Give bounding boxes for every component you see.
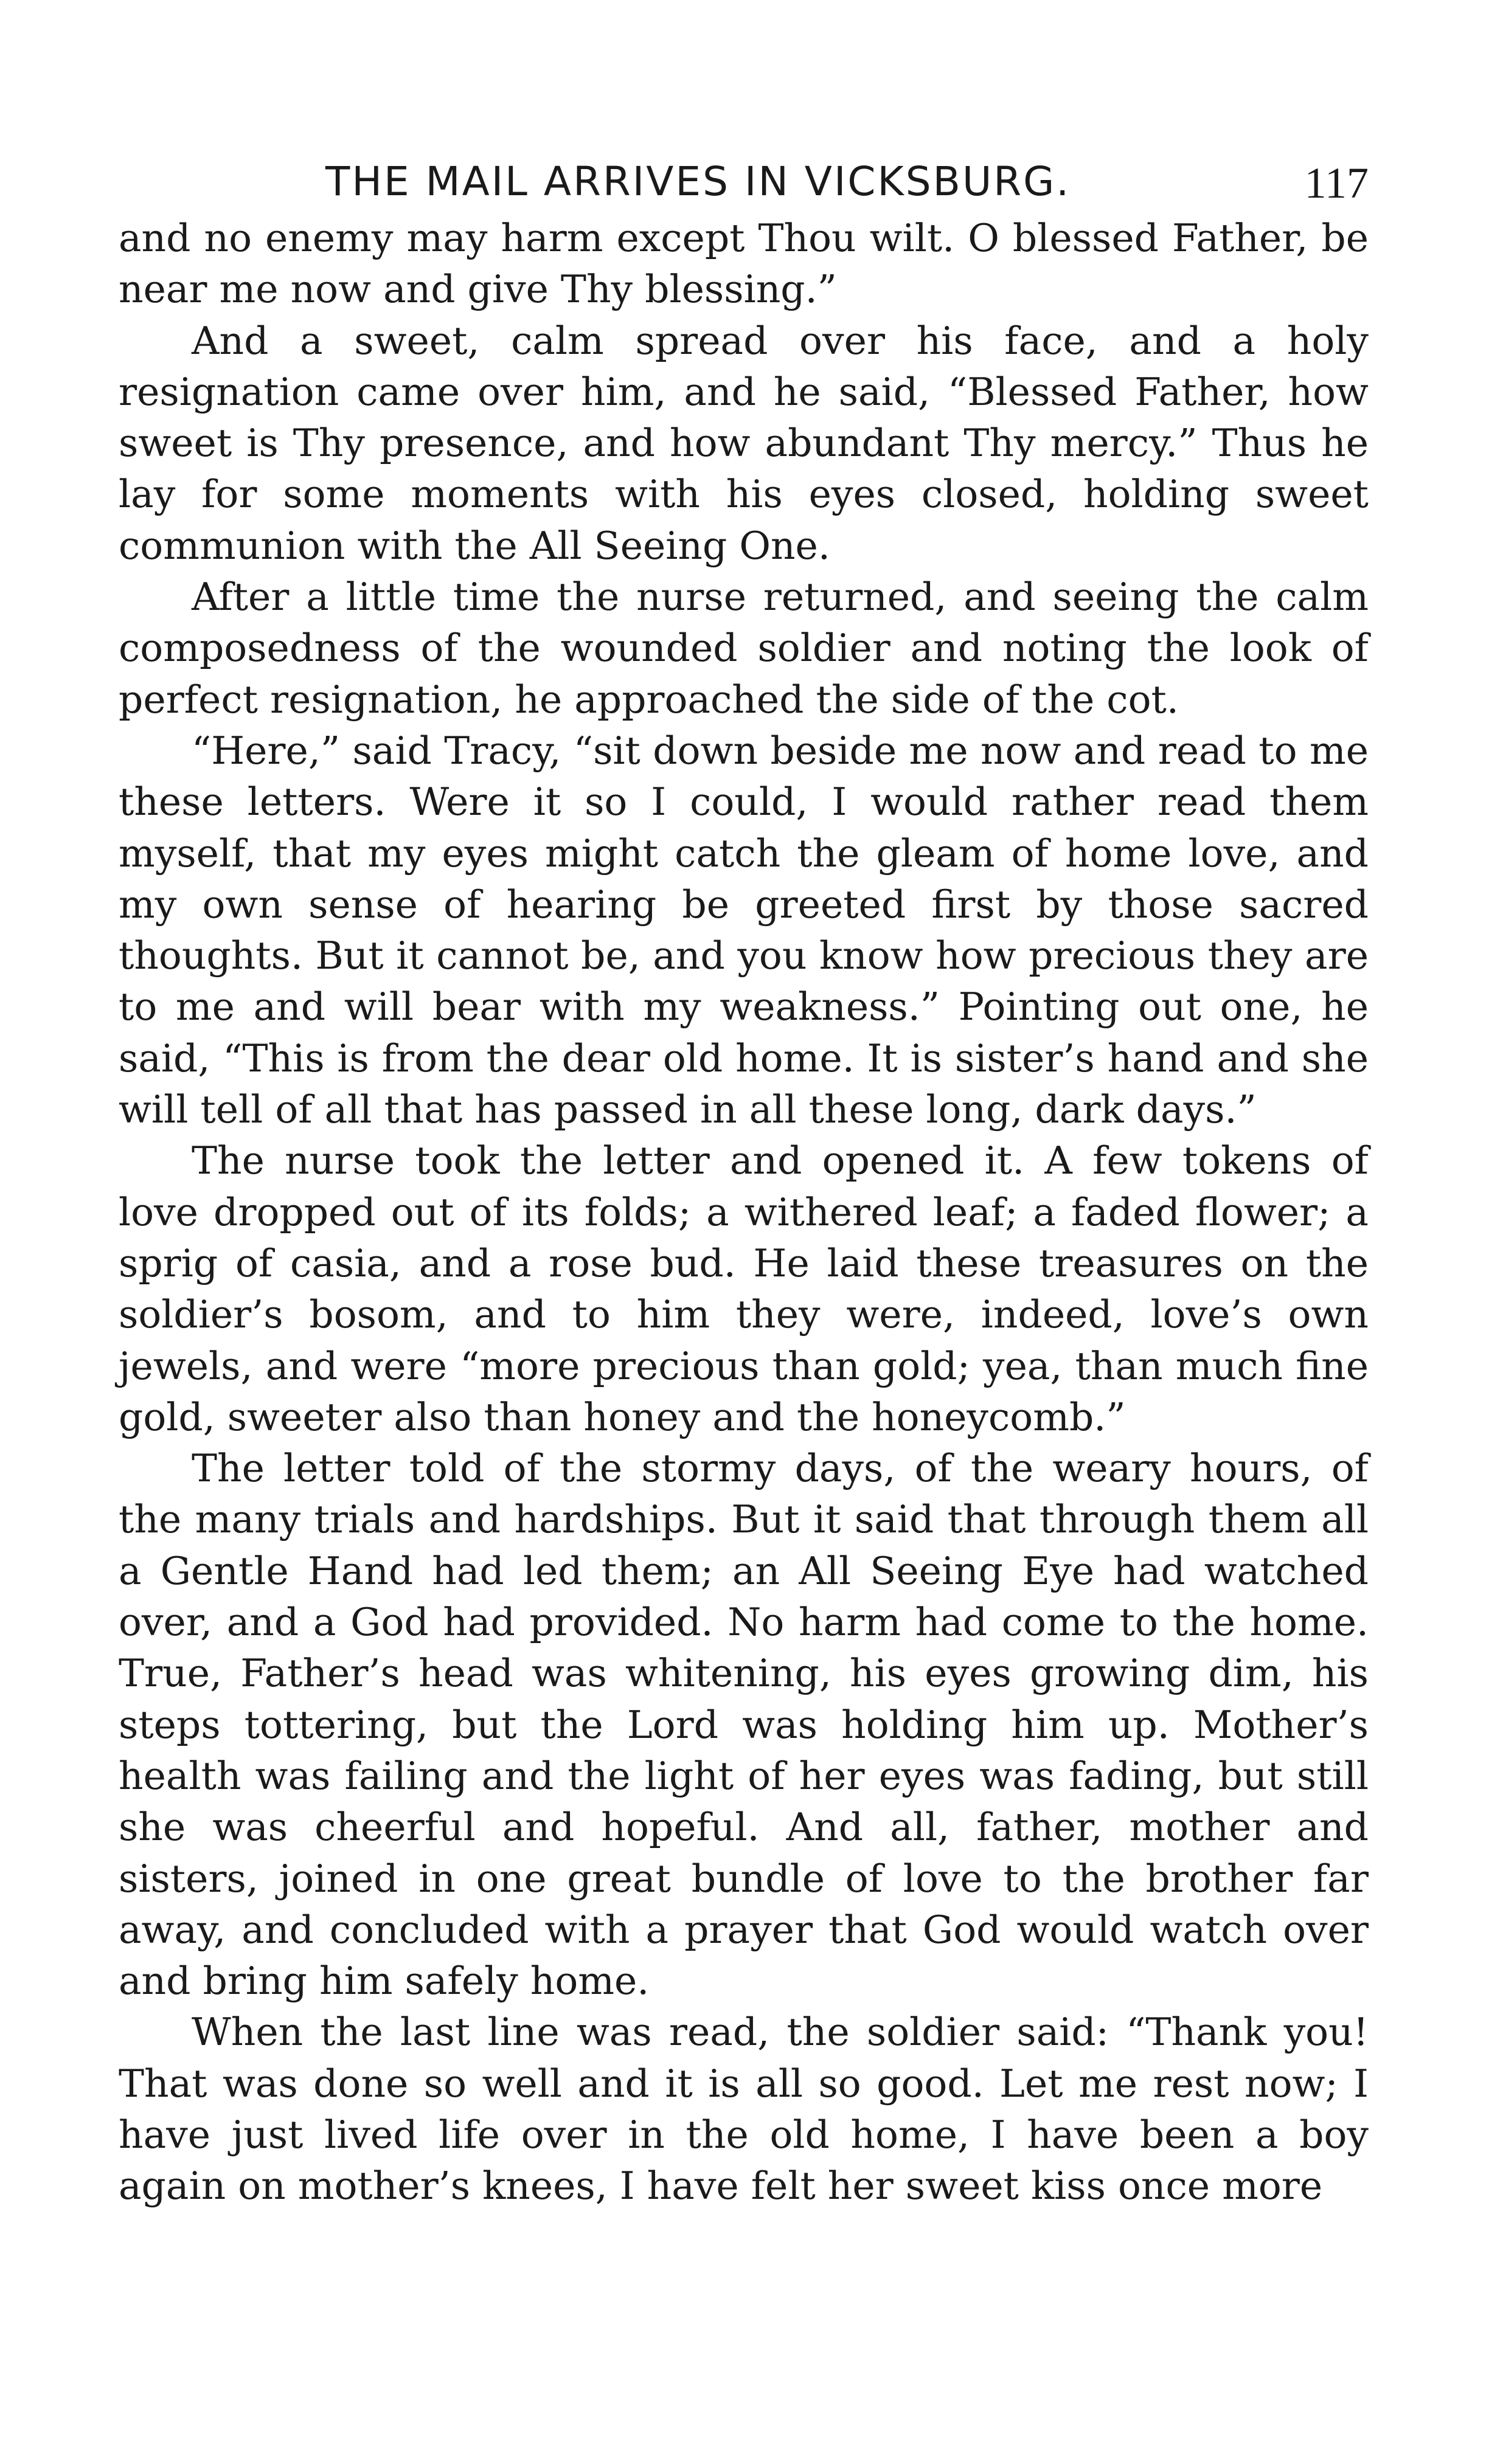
running-head — [119, 146, 1369, 213]
page-number: 117 — [1304, 159, 1369, 207]
book-page — [119, 146, 1369, 2212]
paragraph: When the last line was read, the soldier said: “Thank you! That was done so well and it is all so good. Let me rest now; I have just lived life over in the old home, I have been a boy again on mother’s knees, I have felt her sweet kiss once more — [119, 2010, 1369, 2209]
running-title: THE MAIL ARRIVES IN VICKSBURG. — [325, 158, 1071, 205]
paragraph: The nurse took the letter and opened it. A few tokens of love dropped out of its folds; a withered leaf; a faded flower; a sprig of casia, and a rose bud. He laid these treasures on the soldier’s bosom, and to him they were, indeed, love’s own jewels, and were “more precious than gold; yea, than much fine gold, sweeter also than honey and the honeycomb.” — [119, 1138, 1369, 1439]
paragraph: And a sweet, calm spread over his face, and a holy resignation came over him, and he said, “Blessed Father, how sweet is Thy presence, and how abundant Thy mercy.” Thus he lay for some moments with his eyes closed, holding sweet communion with the All Seeing One. — [119, 318, 1369, 568]
paragraph: “Here,” said Tracy, “sit down beside me now and read to me these letters. Were it so I could, I would rather read them myself, that my eyes might catch the gleam of home love, and my own sense of hearing be greeted first by those sacred thoughts. But it cannot be, and you know how precious they are to me and will bear with my weakness.” Pointing out one, he said, “This is from the dear old home. It is sister’s hand and she will tell of all that has passed in all these long, dark days.” — [119, 728, 1369, 1132]
body-text — [119, 213, 1369, 2212]
paragraph-continued: and no enemy may harm except Thou wilt. O blessed Father, be near me now and give Thy blessing.” — [119, 216, 1369, 312]
paragraph: The letter told of the stormy days, of the weary hours, of the many trials and hardships. But it said that through them all a Gentle Hand had led them; an All Seeing Eye had watched over, and a God had provided. No harm had come to the home. True, Father’s head was whitening, his eyes growing dim, his steps tottering, but the Lord was holding him up. Mother’s health was failing and the light of her eyes was fading, but still she was cheerful and hopeful. And all, father, mother and sisters, joined in one great bundle of love to the brother far away, and concluded with a prayer that God would watch over and bring him safely home. — [119, 1446, 1369, 2004]
paragraph: After a little time the nurse returned, and seeing the calm composedness of the wounded soldier and noting the look of perfect resignation, he approached the side of the cot. — [119, 575, 1369, 722]
